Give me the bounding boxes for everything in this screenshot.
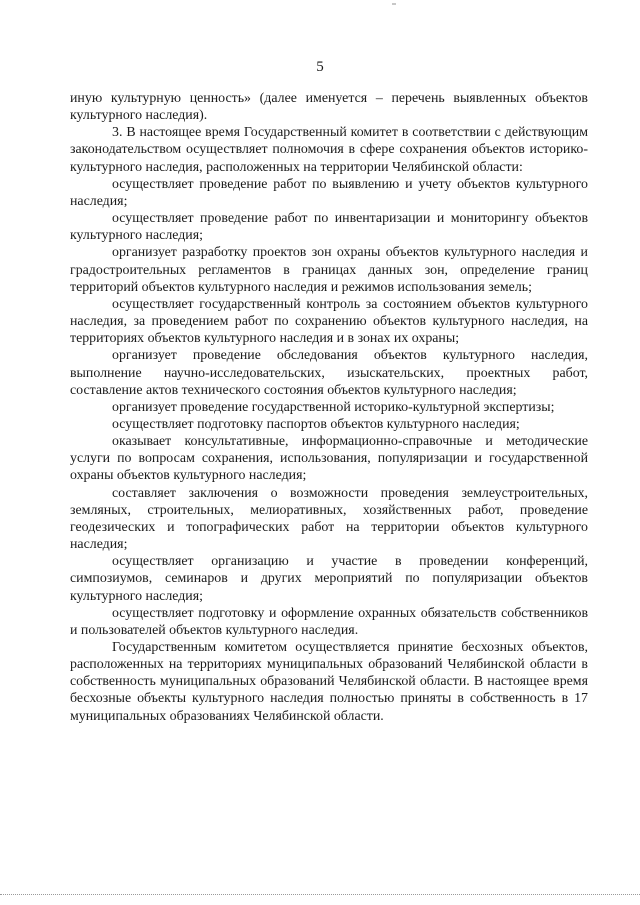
text-line: осуществляет организацию и участие в проведении конференций,	[112, 554, 588, 570]
text-line: определение границ территорий объектов культурного наследия и режимов	[70, 262, 588, 295]
paragraph	[70, 433, 588, 484]
document-body	[70, 90, 588, 725]
text-line: наследия и градостроительных регламентов в границах данных зон,	[70, 245, 588, 278]
paragraph	[70, 553, 588, 604]
paragraph	[70, 639, 588, 725]
text-line: экспертизы;	[483, 399, 555, 415]
text-line: сохранения объектов историко-культурного наследия, расположенных на	[70, 142, 588, 175]
paragraph	[70, 485, 588, 554]
text-line: собственников и пользователей объектов культурного наследия.	[70, 605, 588, 638]
text-line: организует разработку проектов зон охраны объектов культурного	[112, 245, 517, 261]
text-line: организует проведение государственной историко-культурной	[112, 399, 480, 415]
text-line: образованиях Челябинской области.	[169, 708, 384, 724]
text-line: действующим законодательством осуществляет полномочия в сфере	[70, 125, 588, 158]
paragraph	[70, 416, 588, 433]
page-bottom-divider	[0, 894, 640, 895]
text-line: Челябинской области в собственность муниципальных образований	[70, 657, 588, 690]
text-line: выполнение научно-исследовательских, изыскательских, проектных работ,	[70, 365, 588, 381]
text-line: иную культурную ценность» (далее именуется – перечень выявленных	[70, 91, 527, 106]
page-number: 5	[316, 59, 324, 75]
paragraph	[70, 124, 588, 175]
text-line: оказывает консультативные, информационно-справочные и методические	[112, 434, 588, 450]
text-line: осуществляет проведение работ по инвентаризации и мониторингу	[112, 211, 529, 227]
text-line: осуществляет подготовку и оформление охранных обязательств	[112, 605, 497, 621]
paragraph	[70, 176, 588, 210]
text-line: культурного наследия, за проведением работ по сохранению объектов	[70, 296, 588, 330]
text-line: составление актов технического состояния объектов культурного наследия;	[70, 382, 517, 398]
text-line: наследия полностью приняты в собственность в 17 муниципальных	[70, 691, 588, 724]
text-line: геодезических и топографических работ на территории объектов культурного	[70, 519, 588, 535]
text-line: культурного наследия;	[70, 588, 203, 604]
text-line: использования земель;	[397, 279, 532, 295]
paragraph	[70, 244, 588, 295]
paragraph	[70, 210, 588, 244]
text-line: объектов, расположенных на территориях муниципальных образований	[70, 640, 588, 673]
text-line: территории Челябинской области:	[320, 159, 523, 175]
text-line: объектов культурного наследия).	[70, 91, 588, 124]
text-line: составляет заключения о возможности проведения землеустроительных,	[112, 485, 588, 501]
text-line: осуществляет проведение работ по выявлению и учету объектов	[112, 176, 511, 192]
text-line: государственной охраны объектов культурного наследия;	[70, 451, 588, 484]
text-line: Челябинской области. В настоящее время бесхозные объекты культурного	[70, 674, 588, 707]
text-line: услуги по вопросам сохранения, использования, популяризации и	[70, 451, 482, 467]
paragraph	[70, 347, 588, 398]
text-line: организует проведение обследования объектов культурного наследия,	[112, 348, 588, 364]
text-line: Государственным комитетом осуществляется принятие бесхозных	[112, 640, 524, 655]
text-line: зонах их охраны;	[357, 331, 460, 347]
text-line: культурного наследия;	[70, 176, 588, 209]
paragraph	[70, 90, 588, 124]
text-line: осуществляет государственный контроль за состоянием объектов	[112, 296, 511, 312]
paragraph	[70, 605, 588, 639]
text-line: земляных, строительных, мелиоративных, хозяйственных работ, проведение	[70, 502, 588, 518]
paragraph	[70, 399, 588, 416]
text-line: симпозиумов, семинаров и других мероприятий по популяризации объектов	[70, 571, 588, 587]
paragraph	[70, 296, 588, 347]
scan-mark	[392, 3, 396, 5]
text-line: осуществляет подготовку паспортов объектов культурного наследия;	[112, 416, 520, 432]
text-line: объектов культурного наследия;	[70, 211, 589, 244]
text-line: культурного наследия, на территориях объектов культурного наследия и в	[70, 314, 588, 347]
text-line: наследия;	[70, 537, 128, 553]
text-line: 3. В настоящее время Государственный комитет в соответствии с	[112, 125, 501, 141]
